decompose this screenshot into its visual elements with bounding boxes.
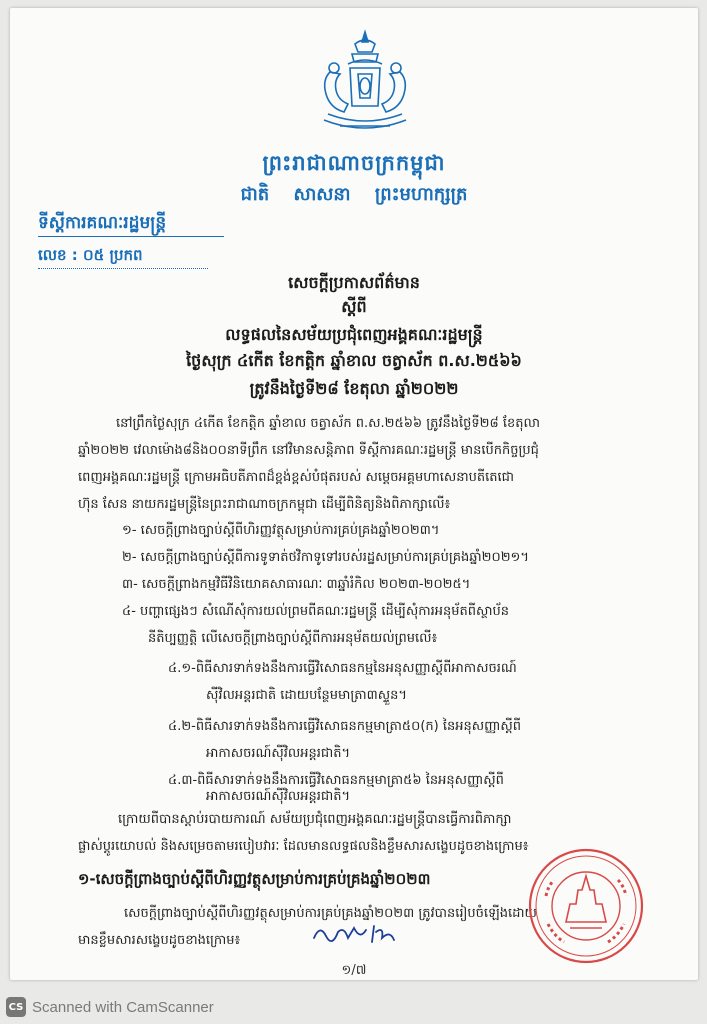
intro-line: ពេញអង្គគណៈរដ្ឋមន្ត្រី ក្រោមអធិបតីភាពដ៏ខ្ពង់ខ្ពស់បំផុតរបស់ សម្ដេចអគ្គមហាសេនាបតីតេជោ <box>78 470 515 485</box>
agenda-item: ៤- បញ្ហាផ្សេងៗ សំណើសុំការយល់ព្រមពីគណៈរដ្ឋមន្ត្រី ដើម្បីសុំការអនុម័តពីស្ថាប័ន <box>122 604 509 619</box>
ministry-name: ទីស្ដីការគណៈរដ្ឋមន្ត្រី <box>38 213 167 233</box>
number-dotted-line <box>38 268 208 269</box>
ministry-underline <box>38 236 224 237</box>
intro-line: ឆ្នាំ២០២២ វេលាម៉ោង៨និង០០នាទីព្រឹក នៅវិមានសន្តិភាព ទីស្ដីការគណៈរដ្ឋមន្ត្រី មានបើកកិច្ចប្រជុំ <box>78 443 539 458</box>
national-motto: ជាតិ សាសនា ព្រះមហាក្សត្រ <box>240 184 468 205</box>
document-number: លេខ : ០៥ ប្រកព <box>38 246 143 264</box>
camscanner-icon: CS <box>6 997 26 1017</box>
handwritten-signature <box>310 918 400 948</box>
title-lunar-date: ថ្ងៃសុក្រ ៤កើត ខែកត្តិក ឆ្នាំខាល ចត្វាស័ក ព.ស.២៥៦៦ <box>186 351 522 370</box>
closing-line: ក្រោយពីបានស្ដាប់របាយការណ៍ សម័យប្រជុំពេញអង្គគណៈរដ្ឋមន្ត្រីបានធ្វើការពិភាក្សា <box>118 812 512 827</box>
agenda-subitem-continued: អាកាសចរណ៍ស៊ីវិលអន្តរជាតិ។ <box>206 789 351 804</box>
agenda-item-continued: នីតិប្បញ្ញត្តិ លើសេចក្ដីព្រាងច្បាប់ស្ដីពីការអនុម័តយល់ព្រមលើ៖ <box>148 631 438 646</box>
document-page <box>10 8 698 980</box>
page-number: ១/៧ <box>341 963 367 978</box>
kingdom-title: ព្រះរាជាណាចក្រកម្ពុជា <box>262 151 446 175</box>
agenda-item: ២- សេចក្ដីព្រាងច្បាប់ស្ដីពីការទូទាត់ថវិកាទូទៅរបស់រដ្ឋសម្រាប់ការគ្រប់គ្រងឆ្នាំ២០២១។ <box>122 550 529 565</box>
agenda-item: ១- សេចក្ដីព្រាងច្បាប់ស្ដីពីហិរញ្ញវត្ថុសម្រាប់ការគ្រប់គ្រងឆ្នាំ២០២៣។ <box>122 523 440 538</box>
title-subject-label: ស្ដីពី <box>341 297 367 316</box>
intro-line: ហ៊ុន សែន នាយករដ្ឋមន្ត្រីនៃព្រះរាជាណាចក្រកម្ពុជា ដើម្បីពិនិត្យនិងពិភាក្សាលើ៖ <box>78 497 451 512</box>
agenda-item: ៣- សេចក្ដីព្រាងកម្មវិធីវិនិយោគសាធារណៈ ៣ឆ្នាំរំកិល ២០២៣-២០២៥។ <box>122 577 471 592</box>
title-solar-date: ត្រូវនឹងថ្ងៃទី២៨ ខែតុលា ឆ្នាំ២០២២ <box>249 379 459 398</box>
agenda-subitem: ៤.២-ពិធីសារទាក់ទងនឹងការធ្វើវិសោធនកម្មមាត្រា៥០(ក) នៃអនុសញ្ញាស្ដីពី <box>168 719 521 734</box>
section-line: សេចក្ដីព្រាងច្បាប់ស្ដីពីហិរញ្ញវត្ថុសម្រាប់ការគ្រប់គ្រងឆ្នាំ២០២៣ ត្រូវបានរៀបចំឡើងដោយ <box>124 906 537 921</box>
camscanner-watermark <box>6 996 214 1018</box>
section-heading: ១-សេចក្ដីព្រាងច្បាប់ស្ដីពីហិរញ្ញវត្ថុសម្រាប់ការគ្រប់គ្រងឆ្នាំ២០២៣ <box>78 870 431 888</box>
agenda-subitem-continued: អាកាសចរណ៍ស៊ីវិលអន្តរជាតិ។ <box>206 746 351 761</box>
agenda-subitem: ៤.៣-ពិធីសារទាក់ទងនឹងការធ្វើវិសោធនកម្មមាត្រា៥៦ នៃអនុសញ្ញាស្ដីពី <box>168 773 504 788</box>
closing-line: ផ្លាស់ប្ដូរយោបល់ និងសម្រេចតាមរបៀបវារៈ ដែលមានលទ្ធផលនិងខ្លឹមសារសង្ខេបដូចខាងក្រោម៖ <box>78 839 529 854</box>
royal-emblem-icon <box>310 28 420 140</box>
title-subject: លទ្ធផលនៃសម័យប្រជុំពេញអង្គគណៈរដ្ឋមន្ត្រី <box>225 325 483 344</box>
agenda-subitem-continued: ស៊ីវិលអន្តរជាតិ ដោយបន្ថែមមាត្រា៣ស្ទួន។ <box>206 688 407 703</box>
intro-line: នៅព្រឹកថ្ងៃសុក្រ ៤កើត ខែកត្តិក ឆ្នាំខាល ចត្វាស័ក ព.ស.២៥៦៦ ត្រូវនឹងថ្ងៃទី២៨ ខែតុលា <box>116 416 540 431</box>
official-seal-icon <box>526 846 646 966</box>
scanner-caption: Scanned with CamScanner <box>32 998 214 1016</box>
section-line: មានខ្លឹមសារសង្ខេបដូចខាងក្រោម៖ <box>78 933 241 948</box>
intro-paragraph <box>78 410 690 518</box>
agenda-subitem: ៤.១-ពិធីសារទាក់ទងនឹងការធ្វើវិសោធនកម្មនៃអនុសញ្ញាស្ដីពីអាកាសចរណ៍ <box>168 661 517 676</box>
document-title: សេចក្តីប្រកាសព័ត៌មាន <box>288 273 420 292</box>
